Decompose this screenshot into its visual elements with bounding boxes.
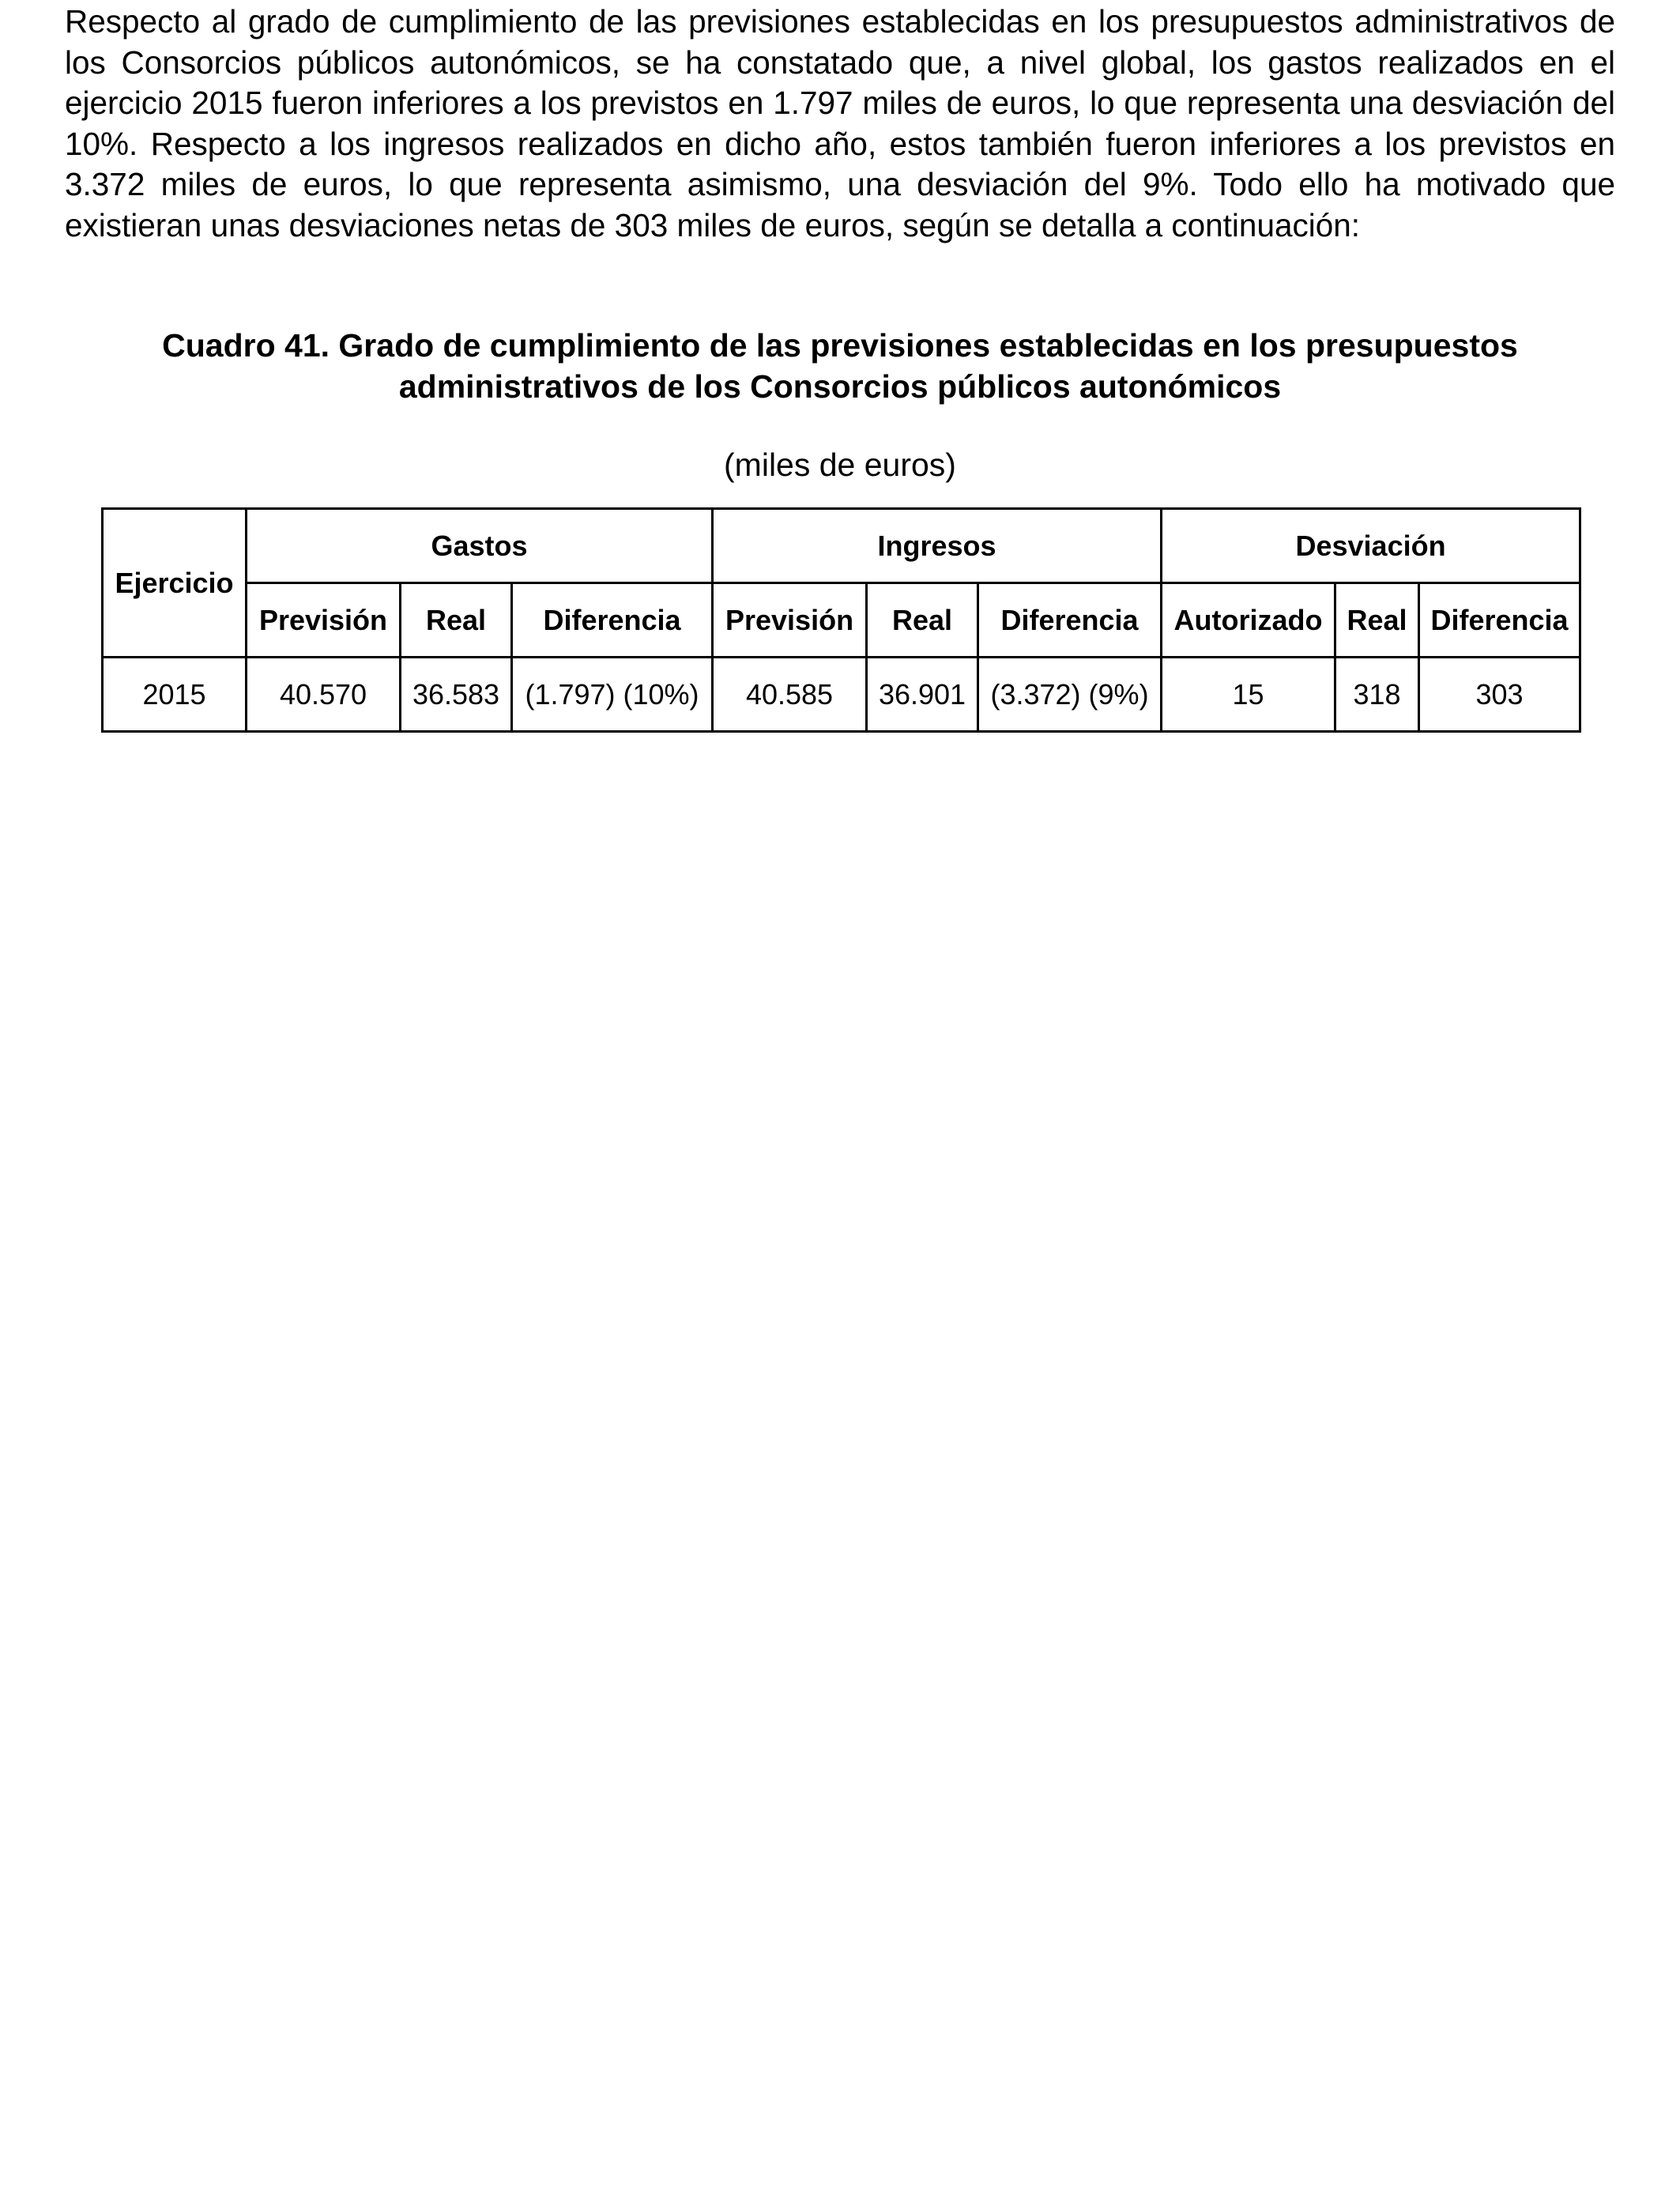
header-ejercicio: Ejercicio xyxy=(103,509,247,658)
header-gastos: Gastos xyxy=(247,509,713,583)
intro-paragraph: Respecto al grado de cumplimiento de las previsiones establecidas en los presupuestos administrativos de los Consorcios públicos autonómicos, se ha constatado que, a nivel global, los gastos realizados en el ejercicio 2015 fueron inferiores a los previstos en 1.797 miles de euros, lo que representa una desviación del 10%. Respecto a los ingresos realizados en dicho año, estos también fueron inferiores a los previstos en 3.372 miles de euros, lo que representa asimismo, una desviación del 9%. Todo ello ha motivado que existieran unas desviaciones netas de 303 miles de euros, según se detalla a continuación: xyxy=(65,3,1615,243)
header-gastos-diferencia: Diferencia xyxy=(512,583,713,658)
cell-desviacion-real: 318 xyxy=(1335,658,1419,732)
table-group-header-row xyxy=(103,509,1580,583)
header-ingresos-prevision: Previsión xyxy=(713,583,867,658)
table-row xyxy=(103,658,1580,732)
table-units: (miles de euros) xyxy=(724,447,956,483)
cell-desviacion-autorizado: 15 xyxy=(1162,658,1335,732)
header-desviacion-autorizado: Autorizado xyxy=(1162,583,1335,658)
table-caption-line-1: Cuadro 41. Grado de cumplimiento de las previsiones establecidas en los presupuestos xyxy=(162,327,1518,364)
cell-ingresos-real: 36.901 xyxy=(867,658,978,732)
table-subheader-row xyxy=(103,583,1580,658)
cell-gastos-diferencia: (1.797) (10%) xyxy=(512,658,713,732)
header-gastos-real: Real xyxy=(401,583,512,658)
header-gastos-prevision: Previsión xyxy=(247,583,401,658)
table-caption-line-2: administrativos de los Consorcios públicos autonómicos xyxy=(398,368,1282,405)
header-desviacion-diferencia: Diferencia xyxy=(1419,583,1580,658)
header-desviacion: Desviación xyxy=(1162,509,1580,583)
cell-ingresos-prevision: 40.585 xyxy=(713,658,867,732)
header-ingresos-diferencia: Diferencia xyxy=(978,583,1162,658)
header-desviacion-real: Real xyxy=(1335,583,1419,658)
table-caption xyxy=(65,325,1615,407)
cell-gastos-real: 36.583 xyxy=(401,658,512,732)
header-ingresos-real: Real xyxy=(867,583,978,658)
cell-gastos-prevision: 40.570 xyxy=(247,658,401,732)
cell-ejercicio: 2015 xyxy=(103,658,247,732)
budget-compliance-table xyxy=(101,507,1581,733)
cell-ingresos-diferencia: (3.372) (9%) xyxy=(978,658,1162,732)
cell-desviacion-diferencia: 303 xyxy=(1419,658,1580,732)
header-ingresos: Ingresos xyxy=(713,509,1162,583)
